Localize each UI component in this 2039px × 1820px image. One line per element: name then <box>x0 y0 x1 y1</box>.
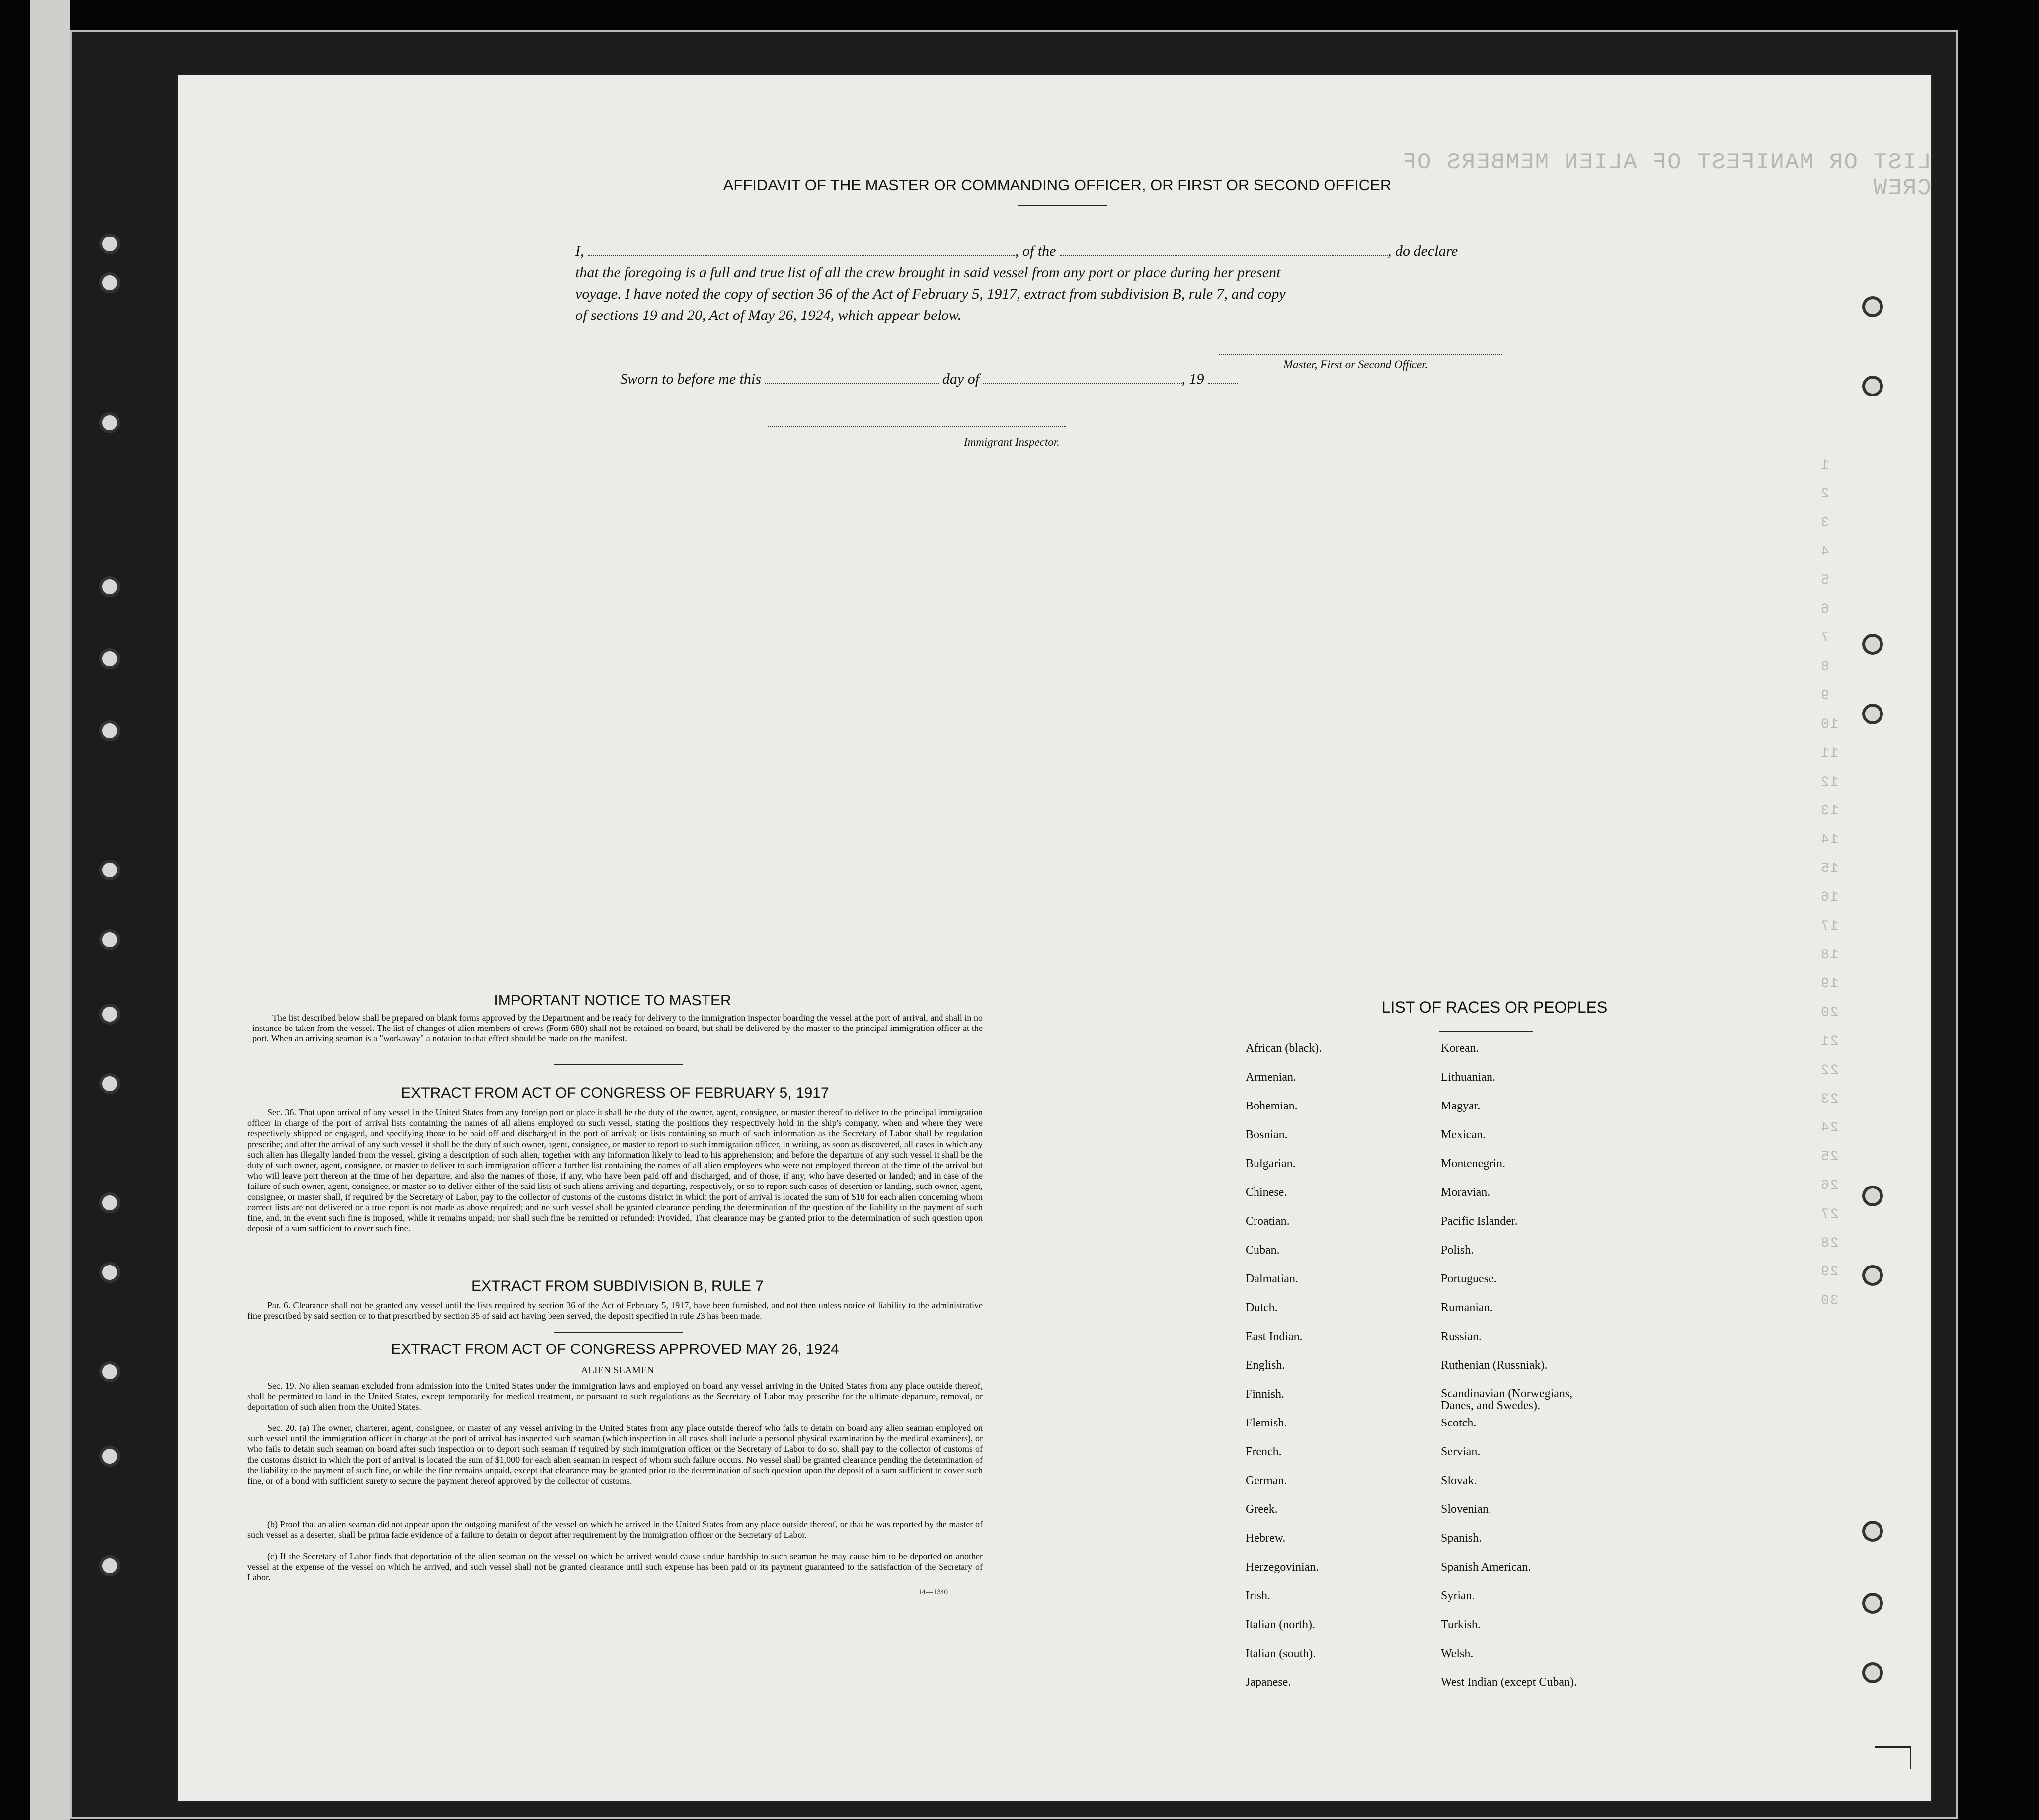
ghost-row-number: 1 <box>1820 458 1829 473</box>
ghost-row-number: 5 <box>1820 573 1829 588</box>
ghost-row-number: 19 <box>1820 976 1839 992</box>
ghost-row-number: 15 <box>1820 861 1839 876</box>
binder-hole <box>1862 1593 1883 1614</box>
corner-mark <box>1875 1746 1911 1769</box>
race-item: Magyar. <box>1441 1100 1481 1112</box>
ghost-header: LIST OR MANIFEST OF ALIEN MEMBERS OF CREW <box>1402 150 1931 201</box>
affidavit-divider <box>1018 205 1107 206</box>
ghost-row-number: 21 <box>1820 1034 1839 1049</box>
race-item: Montenegrin. <box>1441 1157 1505 1170</box>
ghost-row-number: 17 <box>1820 919 1839 934</box>
ghost-row-number: 4 <box>1820 544 1829 559</box>
race-item: Bohemian. <box>1246 1100 1298 1112</box>
inspector-label: Immigrant Inspector. <box>964 436 1060 448</box>
race-item: Italian (north). <box>1246 1618 1315 1631</box>
race-item: Slovak. <box>1441 1474 1477 1487</box>
race-item: English. <box>1246 1359 1285 1372</box>
race-item: Irish. <box>1246 1589 1270 1602</box>
ghost-row-number: 3 <box>1820 515 1829 531</box>
notice-title: IMPORTANT NOTICE TO MASTER <box>494 992 731 1009</box>
race-item: Portuguese. <box>1441 1272 1497 1285</box>
ghost-row-number: 14 <box>1820 832 1839 848</box>
race-item: Mexican. <box>1441 1128 1486 1141</box>
affidavit-i-label: I, <box>575 243 584 259</box>
ghost-row-number: 7 <box>1820 631 1829 646</box>
race-item: Flemish. <box>1246 1417 1287 1429</box>
binder-hole <box>99 1192 120 1213</box>
sworn-line <box>620 371 1238 388</box>
ghost-row-number: 27 <box>1820 1207 1839 1222</box>
ghost-row-number: 9 <box>1820 688 1829 704</box>
races-column-1 <box>1246 1042 1429 1705</box>
binder-hole <box>1862 1186 1883 1206</box>
affidavit-of-the: , of the <box>1015 243 1056 259</box>
sworn-month-field[interactable] <box>983 372 1182 384</box>
race-item: Croatian. <box>1246 1215 1290 1228</box>
race-item: African (black). <box>1246 1042 1322 1055</box>
notice-body: The list described below shall be prepared on blank forms approved by the Department and be ready for delivery to the immigration inspector boarding the vessel at the port of arrival, and shall in no instance be taken from the vessel. The list of changes of alien members of crews (Form 680) shall not be retained on board, but shall be delivered by the master to the principal immigration officer at the port. When an arriving seaman is a "workaway" a notation to that effect should be made on the manifest. <box>252 1013 983 1043</box>
race-item: Spanish. <box>1441 1532 1482 1545</box>
race-item: Armenian. <box>1246 1071 1296 1084</box>
rule7-body: Par. 6. Clearance shall not be granted any vessel until the lists required by section 36 of the Act of February 5, 1917, have been furnished, and not then unless notice of liability to the administrative fine prescribed by said section or to that prescribed by section 35 of said act having been served, the deposit specified in rule 23 has been made. <box>247 1300 983 1321</box>
race-item: Syrian. <box>1441 1589 1475 1602</box>
race-item: Bulgarian. <box>1246 1157 1296 1170</box>
race-item: Finnish. <box>1246 1388 1285 1401</box>
notice-divider <box>554 1064 683 1065</box>
ghost-row-number: 23 <box>1820 1092 1839 1107</box>
race-item: Korean. <box>1441 1042 1479 1055</box>
ghost-row-number: 13 <box>1820 803 1839 819</box>
races-divider <box>1439 1031 1533 1032</box>
master-signature-label: Master, First or Second Officer. <box>1283 358 1428 371</box>
race-item: Chinese. <box>1246 1186 1287 1199</box>
binder-hole <box>99 412 120 433</box>
inspector-signature-line[interactable] <box>768 426 1066 427</box>
race-item: Turkish. <box>1441 1618 1481 1631</box>
sworn-label: Sworn to before me this <box>620 371 761 387</box>
affidavit-body <box>575 240 1723 326</box>
binder-hole <box>1862 634 1883 655</box>
ghost-row-number: 6 <box>1820 602 1829 617</box>
race-item: East Indian. <box>1246 1330 1303 1343</box>
race-item: Herzegovinian. <box>1246 1561 1319 1574</box>
race-item: Dutch. <box>1246 1301 1278 1314</box>
sworn-day-field[interactable] <box>765 372 939 384</box>
binder-hole <box>99 720 120 741</box>
race-item: Polish. <box>1441 1244 1474 1257</box>
race-item: Servian. <box>1441 1445 1481 1458</box>
binder-hole <box>1862 704 1883 724</box>
race-item: Greek. <box>1246 1503 1278 1516</box>
races-title: LIST OF RACES OR PEOPLES <box>1381 998 1608 1016</box>
race-item: Moravian. <box>1441 1186 1490 1199</box>
ghost-row-number: 12 <box>1820 775 1839 790</box>
binder-hole <box>99 576 120 597</box>
affidavit-title: AFFIDAVIT OF THE MASTER OR COMMANDING OFFICER, OR FIRST OR SECOND OFFICER <box>723 176 1392 194</box>
race-item: Italian (south). <box>1246 1647 1316 1660</box>
extract-1917-title: EXTRACT FROM ACT OF CONGRESS OF FEBRUARY 5, 1917 <box>401 1085 829 1101</box>
ghost-row-number: 18 <box>1820 948 1839 963</box>
binder-hole <box>1862 296 1883 317</box>
ghost-row-number: 8 <box>1820 659 1829 675</box>
ghost-row-number: 29 <box>1820 1265 1839 1280</box>
binder-hole <box>99 1361 120 1382</box>
race-item: Lithuanian. <box>1441 1071 1495 1084</box>
affidavit-line-1 <box>575 240 1723 262</box>
race-item: Scotch. <box>1441 1417 1477 1429</box>
affidavit-line-4: of sections 19 and 20, Act of May 26, 1924, which appear below. <box>575 307 962 323</box>
binder-hole <box>99 272 120 293</box>
rule7-title: EXTRACT FROM SUBDIVISION B, RULE 7 <box>471 1278 764 1294</box>
binder-hole <box>99 929 120 950</box>
binder-hole <box>99 1073 120 1094</box>
rule7-divider <box>554 1332 683 1333</box>
ghost-row-number: 11 <box>1820 746 1839 761</box>
race-item: German. <box>1246 1474 1287 1487</box>
binder-strip <box>30 0 70 1820</box>
affidavit-do-declare: , do declare <box>1388 243 1458 259</box>
race-item: Spanish American. <box>1441 1561 1531 1574</box>
extract-1917-body: Sec. 36. That upon arrival of any vessel in the United States from any foreign port or place it shall be the duty of the owner, agent, consignee, or master thereof to deliver to the principal immigration officer in charge of the port of arrival lists containing the names of all aliens employed on such vessel, stating the positions they respectively hold in the ship's company, when and where they were respectively shipped or engaged, and specifying those to be paid off and discharged in the port of arrival; or lists containing so much of such information as the Secretary of Labor shall by regulation prescribe; and after the arrival of any such vessel it shall be the duty of such owner, agent, consignee, or master to report to such immigration officer, in writing, as soon as discovered, all cases in which any such alien has illegally landed from the vessel, giving a description of such alien, together with any information likely to lead to his apprehension; and before the departure of any such vessel it shall be the duty of such owner, agent, consignee, or master to deliver to such immigration officer a further list containing the names of all alien employees who were not employed thereon at the time of the arrival but who will leave port thereon at the time of her departure, and also the names of those, if any, who have been paid off and discharged, and of those, if any, who have deserted or landed; and in case of the failure of such owner, agent, consignee, or master so to deliver either of the said lists of such aliens arriving and departing, respectively, or so to report such cases of desertion or landing, such owner, agent, consignee, or master shall, if required by the Secretary of Labor, pay to the collector of customs of the customs district in which the port of arrival is located the sum of $10 for each alien concerning whom correct lists are not delivered or a true report is not made as above required; and no such vessel shall be granted clearance pending the determination of the question of the liability to the payment of such fine, and, in the event such fine is imposed, while it remains unpaid; nor shall such fine be remitted or refunded: Provided, That clearance may be granted prior to the determination of such question upon deposit of a sum sufficient to cover such fine. <box>247 1108 983 1234</box>
manifest-page <box>176 74 1933 1803</box>
sec19-body: Sec. 19. No alien seaman excluded from admission into the United States under the immigration laws and employed on board any vessel arriving in the United States from any place outside thereof, shall be permitted to land in the United States, except temporarily for medical treatment, or pursuant to such regulations as the Secretary of Labor may prescribe for the ultimate departure, removal, or deportation of such alien from the United States. <box>247 1381 983 1412</box>
extract-1924-subtitle: ALIEN SEAMEN <box>581 1365 654 1376</box>
race-item: Rumanian. <box>1441 1301 1493 1314</box>
ghost-row-number: 26 <box>1820 1178 1839 1193</box>
ghost-row-number: 10 <box>1820 717 1839 732</box>
race-item: Dalmatian. <box>1246 1272 1298 1285</box>
sworn-year-field[interactable] <box>1208 372 1238 384</box>
race-item: Scandinavian (Norwegians, Danes, and Swedes). <box>1441 1387 1573 1412</box>
race-item: Ruthenian (Russniak). <box>1441 1359 1548 1372</box>
ghost-row-number: 22 <box>1820 1063 1839 1078</box>
day-of-label: day of <box>942 371 980 387</box>
binder-hole <box>1862 1521 1883 1542</box>
master-name-field[interactable] <box>588 244 1015 256</box>
race-item: Bosnian. <box>1246 1128 1288 1141</box>
binder-hole <box>1862 376 1883 396</box>
extract-1924-title: EXTRACT FROM ACT OF CONGRESS APPROVED MAY 26, 1924 <box>391 1341 839 1357</box>
binder-hole <box>99 648 120 669</box>
race-item: Japanese. <box>1246 1676 1291 1689</box>
binder-hole <box>99 234 120 254</box>
binder-hole <box>99 860 120 880</box>
ghost-row-number: 16 <box>1820 890 1839 905</box>
ghost-row-number: 2 <box>1820 486 1829 502</box>
ghost-row-number: 30 <box>1820 1293 1839 1309</box>
affidavit-line-2: that the foregoing is a full and true list of all the crew brought in said vessel from any port or place during her present <box>575 264 1281 281</box>
ghost-row-number: 25 <box>1820 1149 1839 1165</box>
race-item: Cuban. <box>1246 1244 1280 1257</box>
race-item: Slovenian. <box>1441 1503 1491 1516</box>
ghost-row-number: 24 <box>1820 1120 1839 1136</box>
ghost-row-number: 20 <box>1820 1005 1839 1021</box>
race-item: French. <box>1246 1445 1282 1458</box>
race-item: Pacific Islander. <box>1441 1215 1518 1228</box>
races-column-2 <box>1441 1042 1689 1705</box>
binder-hole <box>99 1004 120 1025</box>
sec20a-body: Sec. 20. (a) The owner, charterer, agent, consignee, or master of any vessel arriving in the United States from any place outside thereof who fails to detain on board any alien seaman employed on such vessel until the immigration officer in charge at the port of arrival has inspected such seaman (which inspection in all cases shall include a personal physical examination by the medical examiners), or who fails to detain such seaman on board after such inspection or to deport such seaman if required by such immigration officer or the Secretary of Labor to do so, shall pay to the collector of customs of the customs district in which the port of arrival is located the sum of $1,000 for each alien seaman in respect of whom such failure occurs. No vessel shall be granted clearance pending the determination of the liability to the payment of such fine, or while the fine remains unpaid, except that clearance may be granted prior to the determination of such question upon the deposit of a sum sufficient to cover such fine, or of a bond with sufficient surety to secure the payment thereof approved by the collector of customs. <box>247 1423 983 1486</box>
binder-hole <box>1862 1265 1883 1286</box>
sec20c-body: (c) If the Secretary of Labor finds that deportation of the alien seaman on the vessel on which he arrived would cause undue hardship to such seaman he may cause him to be deported on another vessel at the expense of the vessel on which he arrived, and such vessel shall not be granted clearance until such expense has been paid or its payment guaranteed to the satisfaction of the Secretary of Labor. <box>247 1551 983 1583</box>
year-label: , 19 <box>1181 371 1204 387</box>
form-number: 14—1340 <box>918 1588 948 1596</box>
binder-hole <box>1862 1662 1883 1683</box>
race-item: Russian. <box>1441 1330 1482 1343</box>
race-item: Hebrew. <box>1246 1532 1286 1545</box>
ghost-row-number: 28 <box>1820 1236 1839 1251</box>
affidavit-line-3: voyage. I have noted the copy of section 36 of the Act of February 5, 1917, extract from subdivision B, rule 7, and copy <box>575 286 1286 302</box>
binder-hole <box>99 1446 120 1467</box>
master-signature-line[interactable] <box>1219 354 1502 355</box>
sec20b-body: (b) Proof that an alien seaman did not appear upon the outgoing manifest of the vessel on which he arrived in the United States from any place outside thereof, or that he was reported by the master of such vessel as a deserter, shall be prima facie evidence of a failure to detain or deport after requirement by the immigration officer or the Secretary of Labor. <box>247 1519 983 1540</box>
binder-hole <box>99 1555 120 1576</box>
race-item: West Indian (except Cuban). <box>1441 1676 1577 1689</box>
race-item: Welsh. <box>1441 1647 1474 1660</box>
binder-hole <box>99 1262 120 1283</box>
vessel-name-field[interactable] <box>1060 244 1388 256</box>
